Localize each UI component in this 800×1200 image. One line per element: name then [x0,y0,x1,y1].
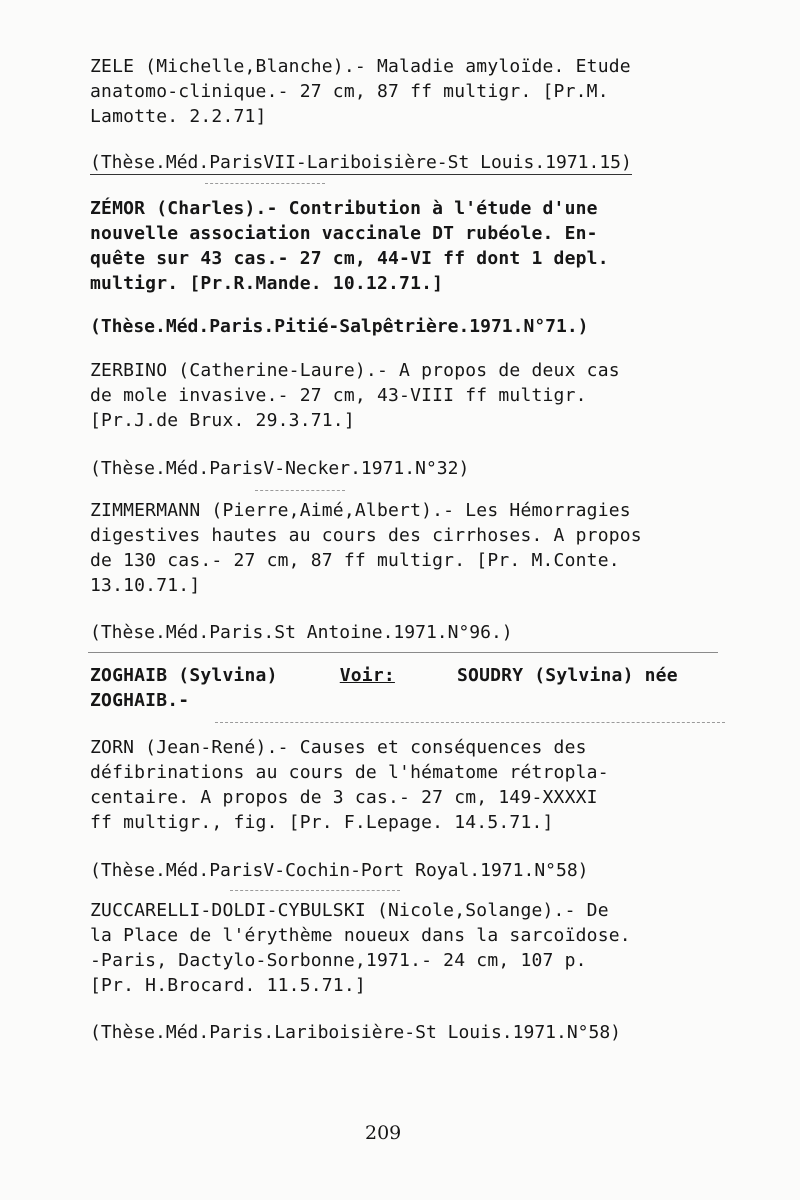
entry-line: ZUCCARELLI-DOLDI-CYBULSKI (Nicole,Solange).- De [90,900,609,921]
entry-line: Lamotte. 2.2.71] [90,106,267,127]
entry-line: multigr. [Pr.R.Mande. 10.12.71.] [90,273,444,294]
entry-line: ZELE (Michelle,Blanche).- Maladie amyloïde. Etude [90,56,631,77]
entry-line: ZOGHAIB.- [90,690,190,711]
see-reference-target: SOUDRY (Sylvina) née [457,665,678,686]
divider [88,652,718,653]
thesis-source-zorn: (Thèse.Méd.ParisV-Cochin-Port Royal.1971.N°58) [90,860,589,881]
catalog-entry-zuccarelli [90,898,720,998]
catalog-entry-zoghaib [90,663,720,713]
entry-line: -Paris, Dactylo-Sorbonne,1971.- 24 cm, 107 p. [90,950,587,971]
catalog-entry-zimmermann [90,498,720,598]
entry-line: ff multigr., fig. [Pr. F.Lepage. 14.5.71.] [90,812,554,833]
entry-line: [Pr. H.Brocard. 11.5.71.] [90,975,366,996]
entry-line: quête sur 43 cas.- 27 cm, 44-VI ff dont 1 depl. [90,248,609,269]
thesis-source-zemor: (Thèse.Méd.Paris.Pitié-Salpêtrière.1971.N°71.) [90,316,589,337]
thesis-source-zele: (Thèse.Méd.ParisVII-Lariboisière-St Louis.1971.15) [90,152,632,173]
divider [205,183,325,184]
entry-line: nouvelle association vaccinale DT rubéole. En- [90,223,598,244]
entry-line: ZERBINO (Catherine-Laure).- A propos de deux cas [90,360,620,381]
entry-line: de 130 cas.- 27 cm, 87 ff multigr. [Pr. M.Conte. [90,550,620,571]
entry-line: digestives hautes au cours des cirrhoses. A propos [90,525,642,546]
entry-line: anatomo-clinique.- 27 cm, 87 ff multigr. [Pr.M. [90,81,609,102]
see-reference-label: Voir: [339,665,395,686]
entry-line: ZORN (Jean-René).- Causes et conséquences des [90,737,587,758]
catalog-entry-zerbino [90,358,720,433]
thesis-source-zuccarelli: (Thèse.Méd.Paris.Lariboisière-St Louis.1971.N°58) [90,1022,622,1043]
divider [255,490,345,491]
catalog-entry-zorn [90,735,720,835]
entry-line: 13.10.71.] [90,575,201,596]
thesis-source-zimmermann: (Thèse.Méd.Paris.St Antoine.1971.N°96.) [90,622,513,643]
divider [215,722,725,723]
entry-line: ZÉMOR (Charles).- Contribution à l'étude d'une [90,198,598,219]
page-number: 209 [365,1122,402,1144]
thesis-source-zerbino: (Thèse.Méd.ParisV-Necker.1971.N°32) [90,458,470,479]
entry-line: centaire. A propos de 3 cas.- 27 cm, 149-XXXXI [90,787,598,808]
catalog-entry-zele [90,54,720,129]
entry-name: ZOGHAIB (Sylvina) [90,665,278,686]
entry-line: défibrinations au cours de l'hématome rétropla- [90,762,609,783]
entry-line: de mole invasive.- 27 cm, 43-VIII ff multigr. [90,385,587,406]
entry-line: ZIMMERMANN (Pierre,Aimé,Albert).- Les Hémorragies [90,500,631,521]
entry-line: la Place de l'érythème noueux dans la sarcoïdose. [90,925,631,946]
catalog-entry-zemor [90,196,720,296]
divider [230,890,400,891]
entry-line: [Pr.J.de Brux. 29.3.71.] [90,410,355,431]
